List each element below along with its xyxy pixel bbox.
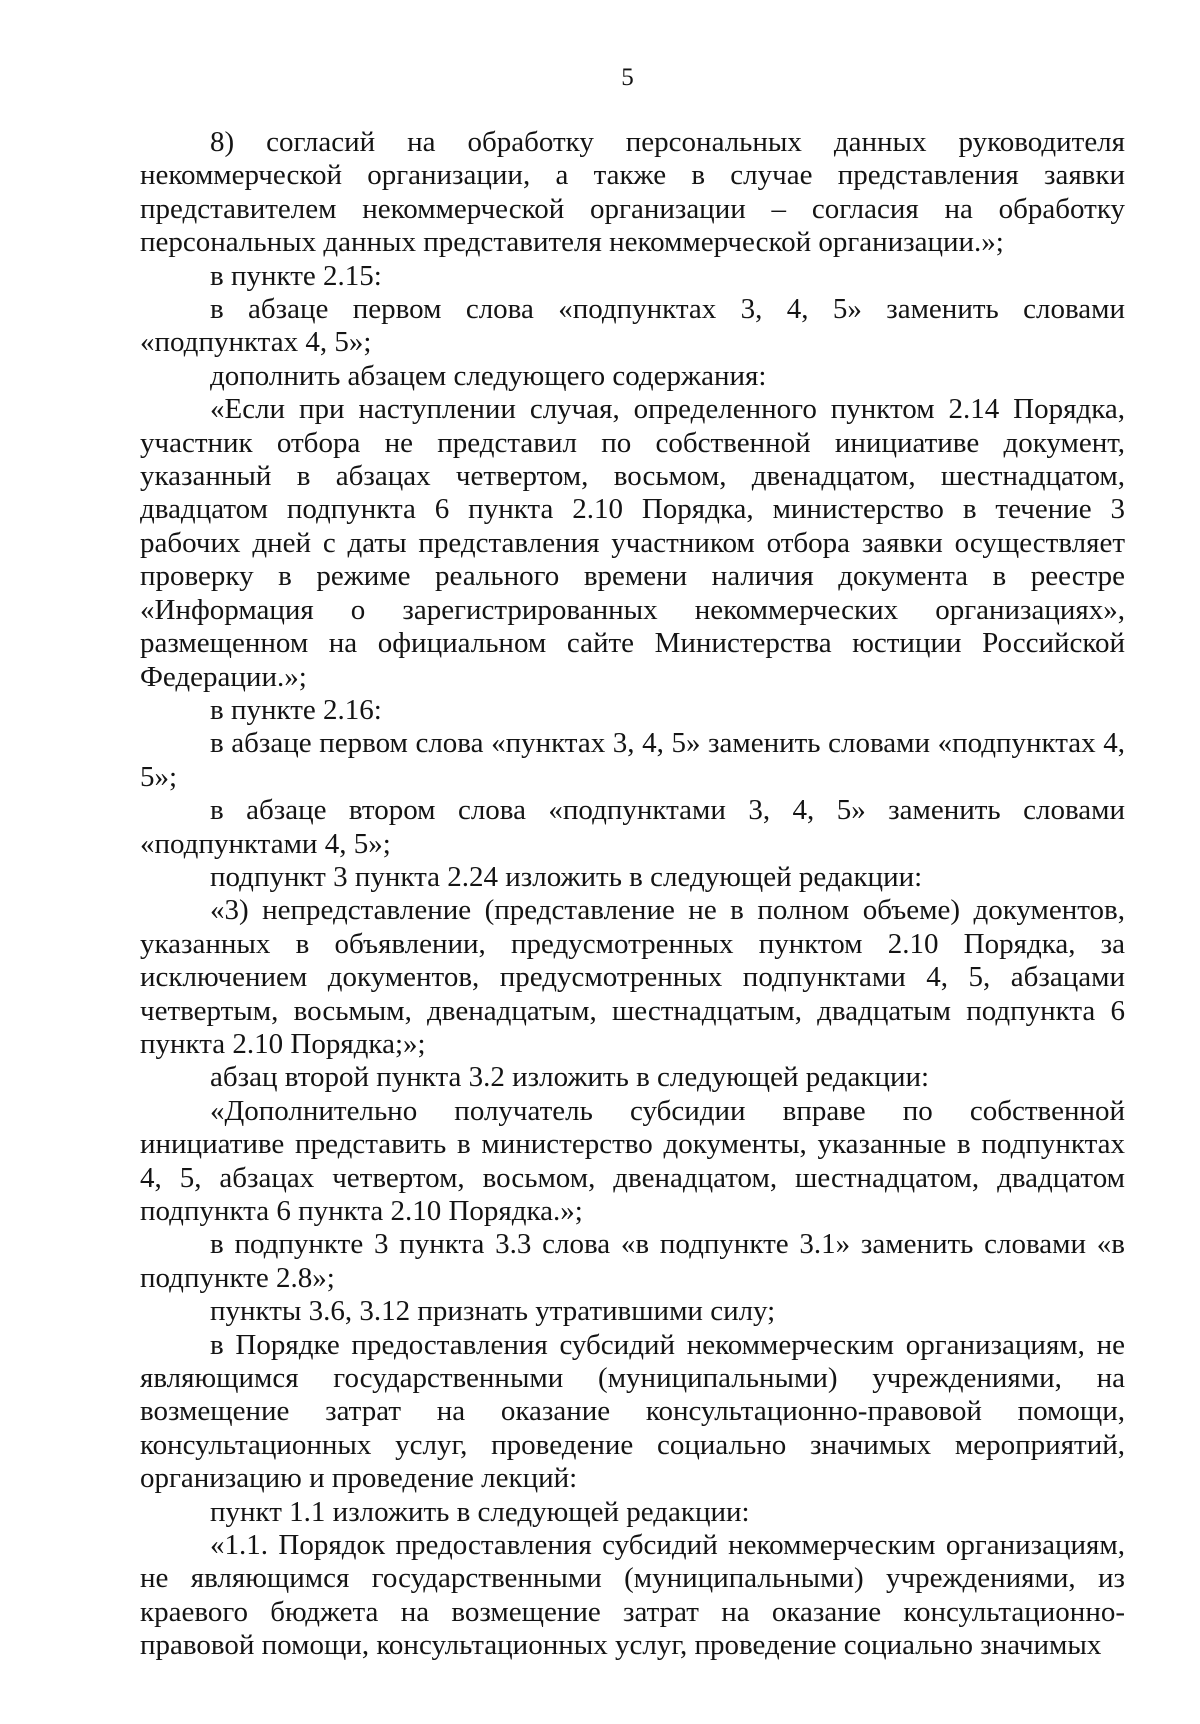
paragraph: «Дополнительно получатель субсидии вправе по собственной инициативе представить в министерство документы, указанные в подпунктах 4, 5, абзацах четвертом, восьмом, двенадцатом, шестнадцатом, двадцатом подпункта 6 пункта 2.10 Порядка.»;	[140, 1094, 1125, 1227]
paragraph: в пункте 2.15:	[210, 259, 382, 292]
paragraph: пункты 3.6, 3.12 признать утратившими силу;	[210, 1295, 776, 1328]
document-body	[140, 126, 1125, 1663]
paragraph: «Если при наступлении случая, определенного пунктом 2.14 Порядка, участник отбора не представил по собственной инициативе документ, указанный в абзацах четвертом, восьмом, двенадцатом, шестнадцатом, двадцатом подпункта 6 пункта 2.10 Порядка, министерство в течение 3 рабочих дней с даты представления участником отбора заявки осуществляет проверку в режиме реального времени наличия документа в реестре «Информация о зарегистрированных некоммерческих организациях», размещенном на официальном сайте Министерства юстиции Российской Федерации.»;	[140, 393, 1125, 693]
paragraph: «3) непредставление (представление не в полном объеме) документов, указанных в объявлении, предусмотренных пунктом 2.10 Порядка, за исключением документов, предусмотренных подпунктами 4, 5, абзацами четвертым, восьмым, двенадцатым, шестнадцатым, двадцатым подпункта 6 пункта 2.10 Порядка;»;	[140, 894, 1125, 1060]
paragraph: дополнить абзацем следующего содержания:	[210, 359, 767, 392]
paragraph: подпункт 3 пункта 2.24 изложить в следующей редакции:	[210, 860, 923, 893]
paragraph: в Порядке предоставления субсидий некоммерческим организациям, не являющимся государственными (муниципальными) учреждениями, на возмещение затрат на оказание консультационно-правовой помощи, консультационных услуг, проведение социально значимых мероприятий, организацию и проведение лекций:	[140, 1328, 1125, 1495]
paragraph: в абзаце первом слова «подпунктах 3, 4, 5» заменить словами «подпунктах 4, 5»;	[140, 293, 1125, 359]
paragraph: абзац второй пункта 3.2 изложить в следующей редакции:	[210, 1061, 930, 1094]
paragraph: пункт 1.1 изложить в следующей редакции:	[210, 1495, 750, 1528]
paragraph: в абзаце втором слова «подпунктами 3, 4, 5» заменить словами «подпунктами 4, 5»;	[140, 794, 1125, 860]
paragraph: 8) согласий на обработку персональных данных руководителя некоммерческой организации, а также в случае представления заявки представителем некоммерческой организации – согласия на обработку персональных данных представителя некоммерческой организации.»;	[140, 126, 1125, 259]
page-number: 5	[621, 64, 634, 91]
paragraph: в подпункте 3 пункта 3.3 слова «в подпункте 3.1» заменить словами «в подпункте 2.8»;	[140, 1228, 1125, 1294]
paragraph: «1.1. Порядок предоставления субсидий некоммерческим организациям, не являющимся государственными (муниципальными) учреждениями, из краевого бюджета на возмещение затрат на оказание консультационно-правовой помощи, консультационных услуг, проведение социально значимых	[140, 1529, 1125, 1662]
paragraph: в абзаце первом слова «пунктах 3, 4, 5» заменить словами «подпунктах 4, 5»;	[140, 727, 1125, 793]
paragraph: в пункте 2.16:	[210, 693, 382, 726]
